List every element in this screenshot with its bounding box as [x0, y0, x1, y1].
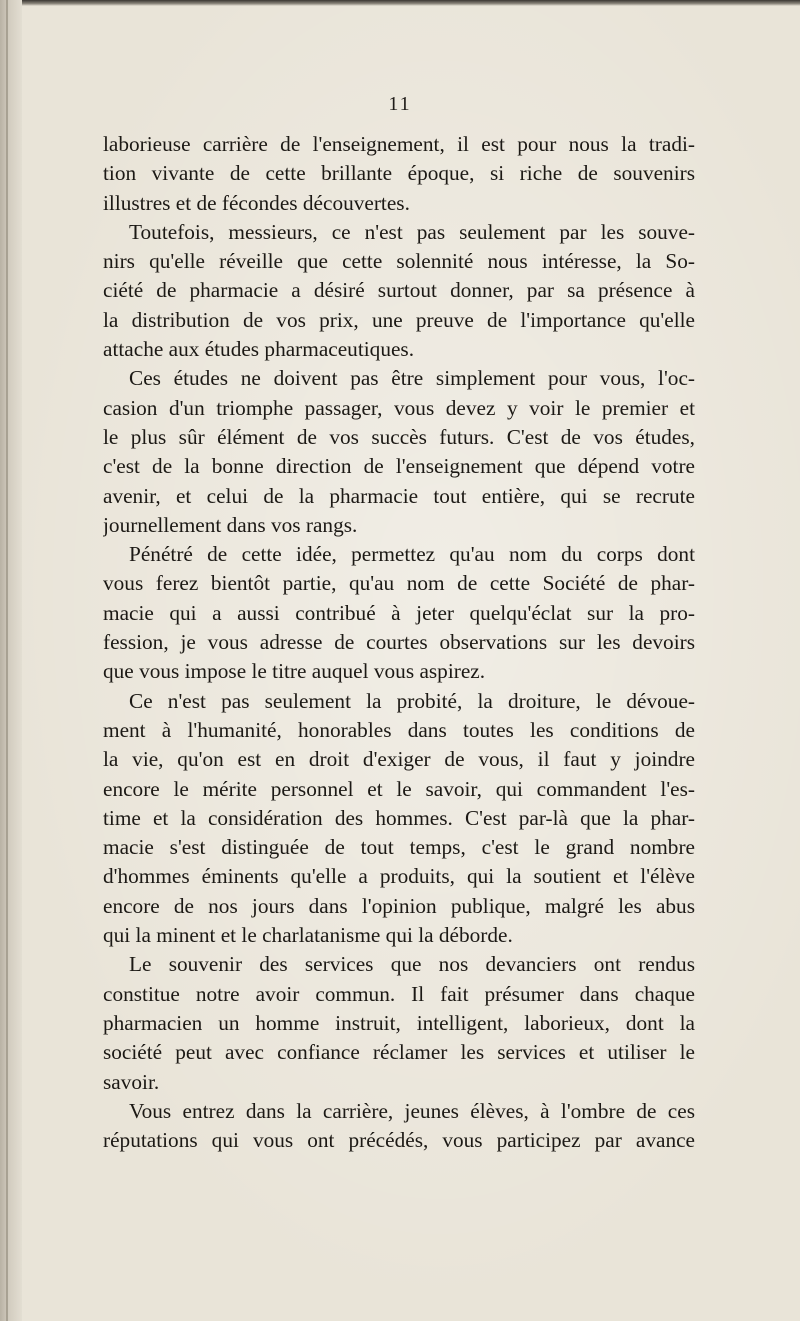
text-line: tion vivante de cette brillante époque, si riche de souvenirs: [103, 161, 695, 186]
text-line: la vie, qu'on est en droit d'exiger de vous, il faut y joindre: [103, 747, 695, 772]
text-line: constitue notre avoir commun. Il fait présumer dans chaque: [103, 981, 695, 1006]
text-line: le plus sûr élément de vos succès futurs. C'est de vos études,: [103, 424, 695, 449]
text-line: fession, je vous adresse de courtes observations sur les devoirs: [103, 630, 695, 655]
page-number: 11: [388, 93, 412, 115]
text-line: que vous impose le titre auquel vous aspirez.: [103, 659, 486, 684]
text-line: d'hommes éminents qu'elle a produits, qui la soutient et l'élève: [103, 864, 695, 889]
text-line: vous ferez bientôt partie, qu'au nom de cette Société de phar-: [103, 571, 695, 596]
text-line: journellement dans vos rangs.: [103, 512, 358, 537]
text-line: Pénétré de cette idée, permettez qu'au nom du corps dont: [129, 542, 695, 567]
text-line: Ces études ne doivent pas être simplement pour vous, l'oc-: [129, 366, 695, 391]
text-line: Ce n'est pas seulement la probité, la droiture, le dévoue-: [129, 688, 695, 713]
text-line: nirs qu'elle réveille que cette solennité nous intéresse, la So-: [103, 249, 695, 274]
text-line: pharmacien un homme instruit, intelligent, laborieux, dont la: [103, 1010, 695, 1035]
text-line: la distribution de vos prix, une preuve de l'importance qu'elle: [103, 307, 695, 332]
text-line: attache aux études pharmaceutiques.: [103, 337, 415, 362]
text-line: c'est de la bonne direction de l'enseignement que dépend votre: [103, 454, 695, 479]
page-binding-edge: [0, 0, 22, 1321]
text-line: encore de nos jours dans l'opinion publique, malgré les abus: [103, 893, 695, 918]
text-line: Toutefois, messieurs, ce n'est pas seulement par les souve-: [129, 219, 695, 244]
text-line: laborieuse carrière de l'enseignement, il est pour nous la tradi-: [103, 132, 695, 156]
text-line: Le souvenir des services que nos devanciers ont rendus: [129, 952, 695, 977]
text-line: time et la considération des hommes. C'est par-là que la phar-: [103, 805, 695, 830]
page-top-edge: [0, 0, 800, 6]
text-line: réputations qui vous ont précédés, vous participez par avance: [103, 1128, 695, 1153]
text-line: avenir, et celui de la pharmacie tout entière, qui se recrute: [103, 483, 695, 508]
text-line: encore le mérite personnel et le savoir, qui commandent l'es-: [103, 776, 695, 801]
text-line: Vous entrez dans la carrière, jeunes élèves, à l'ombre de ces: [129, 1098, 695, 1123]
text-line: macie qui a aussi contribué à jeter quelqu'éclat sur la pro-: [103, 600, 695, 625]
text-line: ciété de pharmacie a désiré surtout donner, par sa présence à: [103, 278, 695, 303]
text-line: savoir.: [103, 1069, 160, 1094]
binding-shadow-line: [6, 0, 8, 1321]
text-line: société peut avec confiance réclamer les services et utiliser le: [103, 1040, 695, 1065]
text-line: ment à l'humanité, honorables dans toutes les conditions de: [103, 717, 695, 742]
body-text: [103, 130, 695, 1155]
text-line: casion d'un triomphe passager, vous devez y voir le premier et: [103, 395, 695, 420]
text-line: illustres et de fécondes découvertes.: [103, 190, 410, 215]
text-line: macie s'est distinguée de tout temps, c'est le grand nombre: [103, 835, 695, 860]
text-line: qui la minent et le charlatanisme qui la déborde.: [103, 923, 513, 948]
